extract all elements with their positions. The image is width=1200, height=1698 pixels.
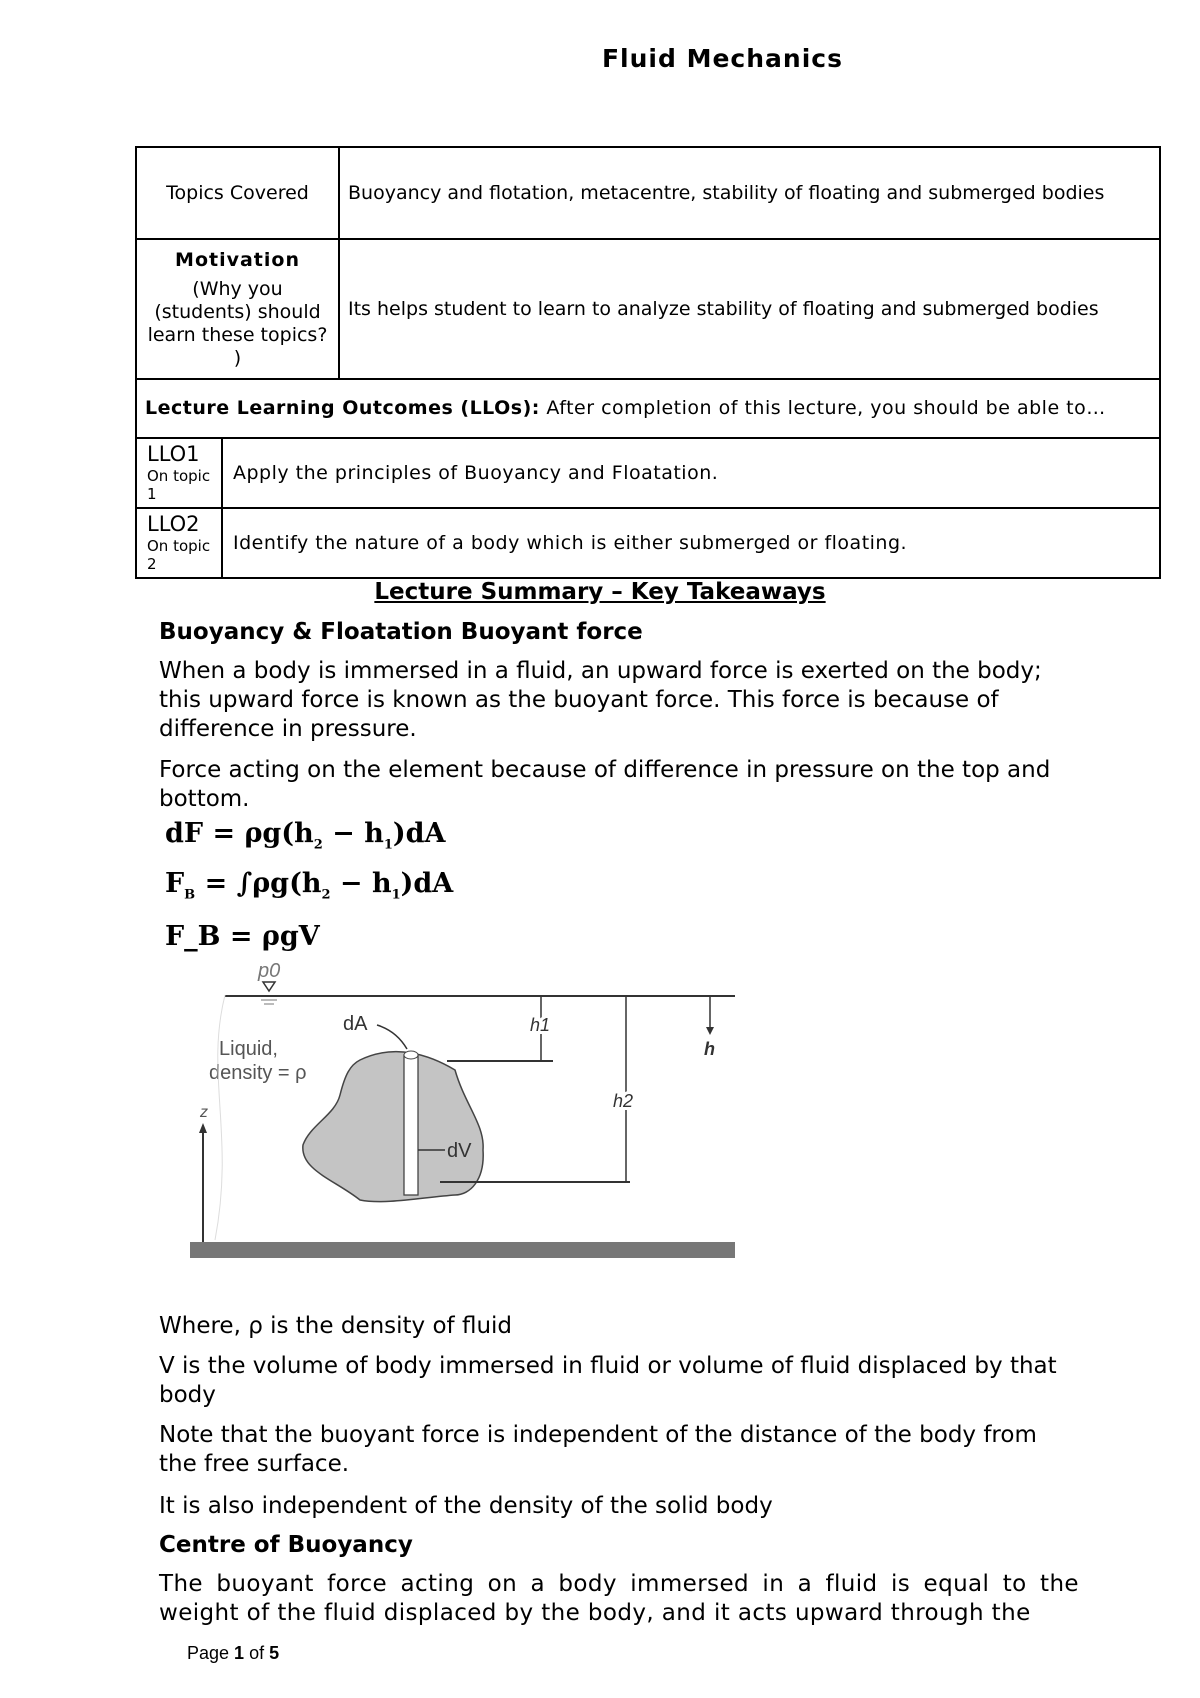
paragraph: V is the volume of body immersed in fluid or volume of fluid displaced by that body — [159, 1353, 1057, 1408]
h-label: h — [704, 1039, 715, 1059]
llo-heading-rest: After completion of this lecture, you should be able to… — [539, 397, 1106, 419]
equation-fb: F_B = ρgV — [165, 921, 320, 952]
heading-buoyancy: Buoyancy & Floatation Buoyant force — [159, 619, 643, 645]
motivation-label: Motivation — [175, 248, 300, 271]
page-title: Fluid Mechanics — [601, 44, 843, 73]
paragraph: Force acting on the element because of difference in pressure on the top and bottom. — [159, 757, 1051, 812]
h2-label: h2 — [613, 1091, 634, 1111]
density-label: density = ρ — [209, 1062, 307, 1084]
llo-heading-bold: Lecture Learning Outcomes (LLOs): — [145, 397, 540, 419]
paragraph: When a body is immersed in a fluid, an upward force is exerted on the body; this upward force is known as the buoyant force. This force is because of difference in pressure. — [159, 658, 1042, 742]
z-label: z — [200, 1104, 208, 1121]
equation-df: dF = $\rho g(h_2 - h_1)dA$ — [165, 818, 446, 853]
h1-label: h1 — [530, 1015, 551, 1035]
llo-topic: On topic 1 — [147, 467, 211, 503]
topics-label: Topics Covered — [136, 147, 339, 239]
llo-topic: On topic 2 — [147, 537, 211, 573]
p0-label: p0 — [258, 960, 281, 982]
summary-title: Lecture Summary – Key Takeaways — [374, 579, 826, 605]
paragraph: The buoyant force acting on a body immersed in a fluid is equal to the weight of the fluid displaced by the body, and it acts upward through the — [159, 1571, 1079, 1626]
liquid-label: Liquid, — [219, 1038, 278, 1060]
motivation-value: Its helps student to learn to analyze stability of floating and submerged bodies — [339, 239, 1160, 379]
motivation-sub: (Why you (students) should learn these topics? ) — [147, 277, 328, 369]
equation-fb-integral: $F_B = \int\rho g(h_2 - h_1)dA$ — [165, 868, 454, 903]
llo-id: LLO2 — [147, 512, 200, 536]
motivation-cell — [136, 239, 339, 379]
paragraph: It is also independent of the density of the solid body — [159, 1493, 773, 1519]
dv-label: dV — [447, 1140, 472, 1162]
llo-id: LLO1 — [147, 442, 200, 466]
paragraph: Where, ρ is the density of fluid — [159, 1313, 513, 1339]
llo-text: Identify the nature of a body which is either submerged or floating. — [233, 531, 908, 554]
lecture-info-table — [135, 146, 1161, 579]
buoyancy-figure — [185, 955, 745, 1265]
paragraph: Note that the buoyant force is independent of the distance of the body from the free surface. — [159, 1422, 1037, 1477]
llo-heading — [136, 379, 1160, 438]
llo-row — [136, 508, 1160, 578]
da-label: dA — [343, 1013, 368, 1035]
topics-value: Buoyancy and flotation, metacentre, stability of floating and submerged bodies — [339, 147, 1160, 239]
llo-row — [136, 438, 1160, 508]
llo-text: Apply the principles of Buoyancy and Floatation. — [233, 461, 719, 484]
heading-centre-of-buoyancy: Centre of Buoyancy — [159, 1532, 413, 1558]
page-number: Page 1 of 5 — [187, 1643, 280, 1663]
